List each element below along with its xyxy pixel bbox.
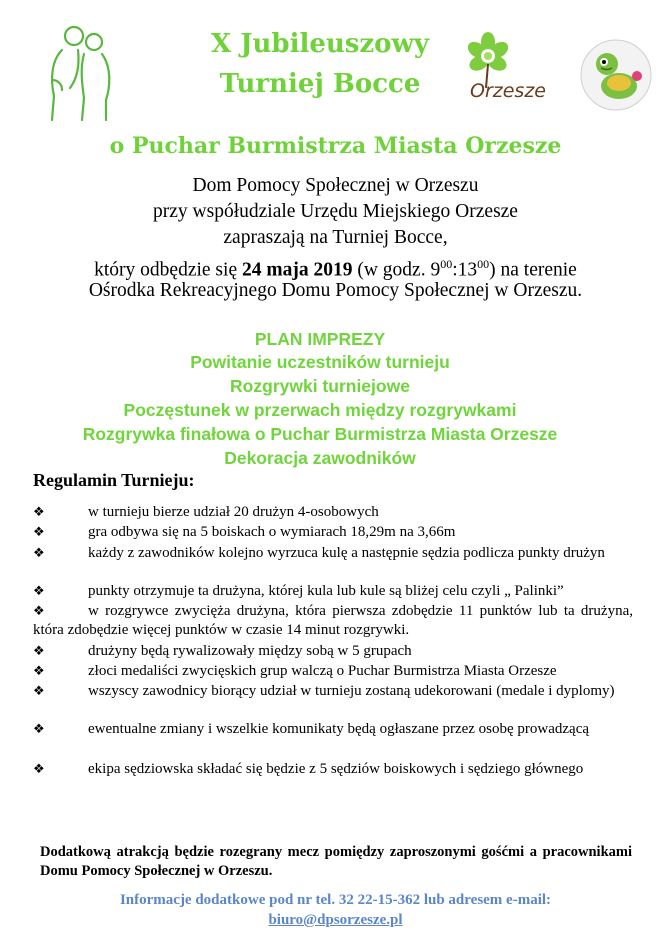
intro-line-4-c: ) na terenie (489, 259, 577, 281)
orzesze-logo-text: Orzesze (470, 80, 546, 102)
rule-item (33, 662, 633, 681)
rule-text: ewentualne zmiany i wszelkie komunikaty będą ogłaszane przez osobę prowadzącą (88, 721, 590, 737)
rule-text: w turnieju bierze udział 20 drużyn 4-osobowych (88, 504, 379, 520)
rule-text: gra odbywa się na 5 boiskach o wymiarach 18,29m na 3,66m (88, 524, 456, 540)
intro-line-4-a: który odbędzie się (94, 259, 242, 281)
bullet-icon: ❖ (33, 644, 45, 659)
intro-line-3: zapraszają na Turniej Bocce, (223, 227, 448, 248)
intro-line-5: Ośrodka Rekreacyjnego Domu Pomocy Społecznej w Orzeszu. (88, 280, 583, 301)
intro-line-4-b: (w godz. 9 (352, 259, 441, 281)
rule-item (33, 582, 633, 601)
rule-text: każdy z zawodników kolejno wyrzuca kulę a następnie sędzia podlicza punkty drużyn (88, 545, 605, 561)
rule-item (33, 760, 633, 779)
turtle-logo (579, 38, 653, 112)
bullet-icon: ❖ (33, 684, 45, 699)
bullet-icon: ❖ (33, 505, 45, 520)
intro-line-4 (0, 252, 671, 283)
event-date: 24 maja 2019 (241, 259, 353, 281)
intro-line-2: przy współudziale Urzędu Miejskiego Orzesze (153, 201, 518, 222)
bullet-icon: ❖ (33, 722, 45, 737)
bullet-icon: ❖ (33, 664, 45, 679)
rules-heading: Regulamin Turnieju: (33, 470, 195, 490)
plan-heading: PLAN IMPREZY (254, 329, 386, 349)
figures-logo (40, 18, 120, 123)
plan-item: Rozgrywki turniejowe (230, 376, 410, 396)
rule-text: ekipa sędziowska składać się będzie z 5 sędziów boiskowych i sędziego głównego (88, 761, 584, 777)
title-line-2: Turniej Bocce (219, 69, 421, 99)
rule-item (33, 682, 633, 701)
rule-item (33, 602, 633, 640)
time-end-sup: 00 (477, 257, 490, 271)
rule-text: w rozgrywce zwycięża drużyna, która pierwsza zdobędzie 11 punktów lub ta drużyna, która zdobędzie więcej punktów w czasie 14 minut rozgrywki. (33, 603, 633, 638)
plan-item: Poczęstunek w przerwach między rozgrywkami (123, 400, 517, 420)
rule-item (33, 544, 633, 563)
extra-attraction: Dodatkową atrakcją będzie rozegrany mecz pomiędzy zaproszonymi gośćmi a pracownikami Domu Pomocy Społecznej w Orzeszu. (40, 844, 632, 879)
rule-text: drużyny będą rywalizowały między sobą w 5 grupach (88, 643, 412, 659)
orzesze-logo (460, 28, 570, 112)
info-email-row (0, 910, 671, 930)
rule-item (33, 642, 633, 661)
title-line-1: X Jubileuszowy (210, 29, 430, 59)
bullet-icon: ❖ (33, 546, 45, 561)
time-start-sup: 00 (440, 257, 453, 271)
bullet-icon: ❖ (33, 762, 45, 777)
rule-text: wszyscy zawodnicy biorący udział w turnieju zostaną udekorowani (medale i dyplomy) (88, 683, 615, 699)
plan-item: Dekoracja zawodników (224, 448, 416, 468)
bullet-icon: ❖ (33, 525, 45, 540)
rule-item (33, 503, 633, 522)
intro-line-1: Dom Pomocy Społecznej w Orzeszu (192, 175, 479, 196)
time-sep: :13 (452, 259, 478, 281)
bullet-icon: ❖ (33, 604, 45, 619)
info-line: Informacje dodatkowe pod nr tel. 32 22-15-362 lub adresem e-mail: (119, 892, 552, 908)
plan-item: Rozgrywka finałowa o Puchar Burmistrza Miasta Orzesze (82, 424, 558, 444)
rule-item (33, 720, 633, 739)
subtitle: o Puchar Burmistrza Miasta Orzesze (109, 133, 562, 159)
rule-text: złoci medaliści zwycięskich grup walczą o Puchar Burmistrza Miasta Orzesze (88, 663, 557, 679)
email-link[interactable]: biuro@dpsorzesze.pl (268, 912, 403, 928)
plan-item: Powitanie uczestników turnieju (190, 352, 450, 372)
bullet-icon: ❖ (33, 584, 45, 599)
rule-item (33, 523, 633, 542)
rule-text: punkty otrzymuje ta drużyna, której kula lub kule są bliżej celu czyli „ Palinki” (88, 583, 564, 599)
